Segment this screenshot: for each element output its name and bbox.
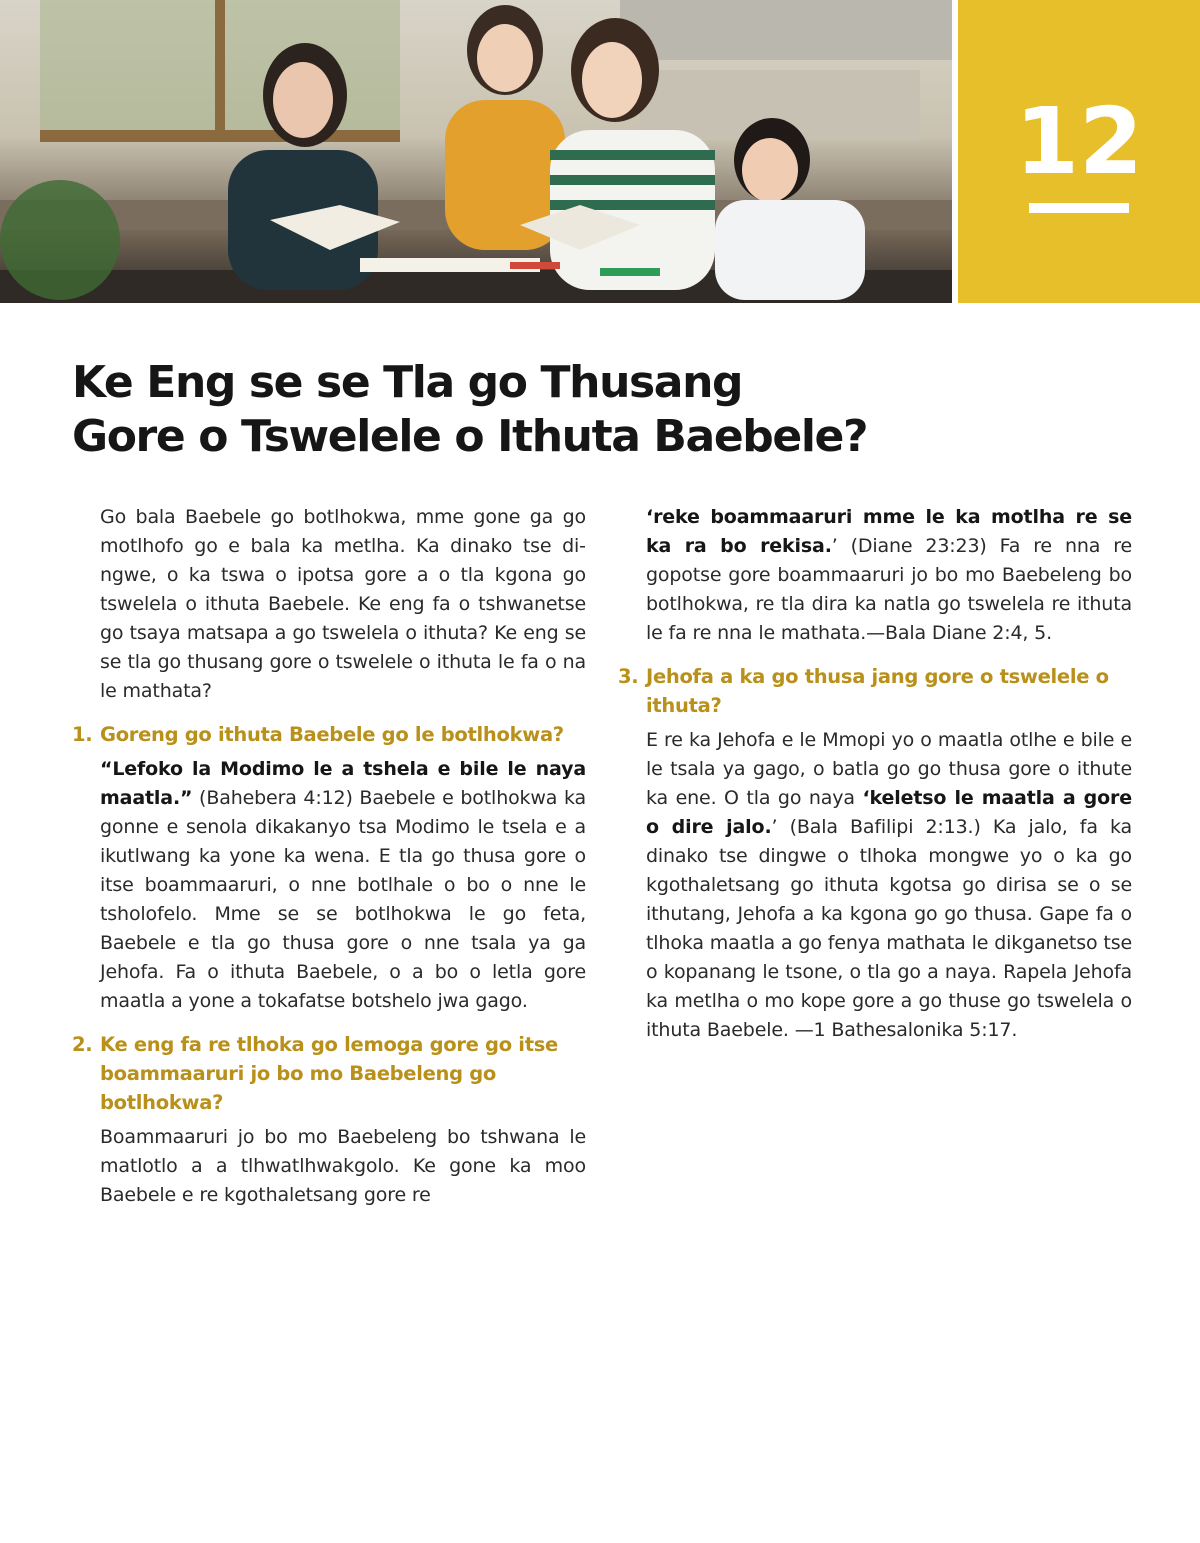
section-3-question: Jehofa a ka go thusa jang gore o tswelele o ithuta? <box>646 665 1109 717</box>
section-2-text-after: ’ (Diane 23:23) Fa re nna re gopotse gore boammaaruri jo bo mo Baebeleng bo botlhokwa, re tla dira ka natla go tswelela re ithuta le fa re nna le mathata.—Bala Diane 2:4, 5. <box>646 535 1132 644</box>
chapter-number: 12 <box>1014 88 1144 195</box>
page-title-line-1: Ke Eng se se Tla go Thusang <box>72 357 743 408</box>
section-3-number: 3. <box>618 665 639 688</box>
page-title <box>72 356 1132 464</box>
section-3-text-after: ’ (Bala Bafilipi 2:13.) Ka jalo, fa ka dinako tse dingwe o tlhoka mongwe yo o ka go kgothaletsang go ithuta kgotsa go dirisa se o se ithutang, Jehofa a ka kgona go go thusa. Gape fa o tlhoka maatla a go fenya mathata le dikganetso tse o kopanang le tsone, o tla go a naya. Rapela Jehofa ka metlha o mo kope gore a go thuse go tswelela o ithuta Baebele. —1 Bathesalonika 5:17. <box>646 816 1132 1041</box>
hero-photo <box>0 0 952 303</box>
section-3-heading <box>618 662 1132 720</box>
right-column <box>618 503 1132 1045</box>
chapter-underline <box>1029 203 1129 213</box>
section-2-question: Ke eng fa re tlhoka go lemoga gore go itse boammaaruri jo bo mo Baebeleng go botlhokwa? <box>100 1033 558 1114</box>
section-1-bold-quote: “Lefoko la Modimo le a tshela e bile le naya maatla.” <box>100 758 586 809</box>
section-2-number: 2. <box>72 1033 93 1056</box>
chapter-badge <box>958 0 1200 303</box>
section-1-number: 1. <box>72 723 93 746</box>
intro-paragraph: Go bala Baebele go botlhokwa, mme gone ga go motlhofo go e bala ka metlha. Ka dinako tse dingwe, o ka tswa o ipotsa gore a o tla kgona go tswelela o ithuta Baebele. Ke eng fa o tshwanetse go tsaya matsapa a go tswelela o ithuta? Ke eng se se tla go thusang gore o tswelele o ithuta le fa o na le mathata? <box>100 506 586 702</box>
page-title-line-2: Gore o Tswelele o Ithuta Baebele? <box>72 411 868 462</box>
section-2-paragraph-continued <box>618 503 1132 648</box>
section-1-heading <box>72 720 586 749</box>
section-1-text: (Bahebera 4:12) Baebele e botlhokwa ka gonne e senola dikakanyo tsa Modimo le tsela e a ikutlwang ka yone ka wena. E tla go thusa gore o itse boammaaruri, o nne botlhale o bo o nne le tsholofelo. Mme se se botlhokwa le go feta, Baebele e tla go thusa gore o nne tsala ya ga Jehofa. Fa o ithuta Baebele, o a bo o letla gore maatla a yone a tokafatse botshelo jwa gago. <box>100 787 586 1012</box>
section-3-paragraph <box>618 726 1132 1045</box>
section-3-bold-quote: ‘keletso le maatla a gore o dire jalo. <box>646 787 1132 838</box>
section-1-paragraph <box>72 755 586 1016</box>
section-1-question: Goreng go ithuta Baebele go le botlhokwa? <box>100 723 564 746</box>
section-2-bold-quote: ‘reke boammaaruri mme le ka motlha re se ka ra bo rekisa. <box>646 506 1132 557</box>
left-column <box>72 503 586 1210</box>
section-3-text-before: E re ka Jehofa e le Mmopi yo o maatla otlhe e bile e le tsala ya gago, o batla go go thusa gore o ithute ka ene. O tla go naya <box>646 729 1132 809</box>
section-2-paragraph-start <box>72 1123 586 1210</box>
section-2-heading <box>72 1030 586 1117</box>
section-2-text-before: Boammaaruri jo bo mo Baebeleng bo tshwana le matlotlo a a tlhwatlhwakgolo. Ke gone ka moo Baebele e re kgothaletsang gore re <box>100 1126 586 1206</box>
family-study-illustration <box>0 0 952 303</box>
